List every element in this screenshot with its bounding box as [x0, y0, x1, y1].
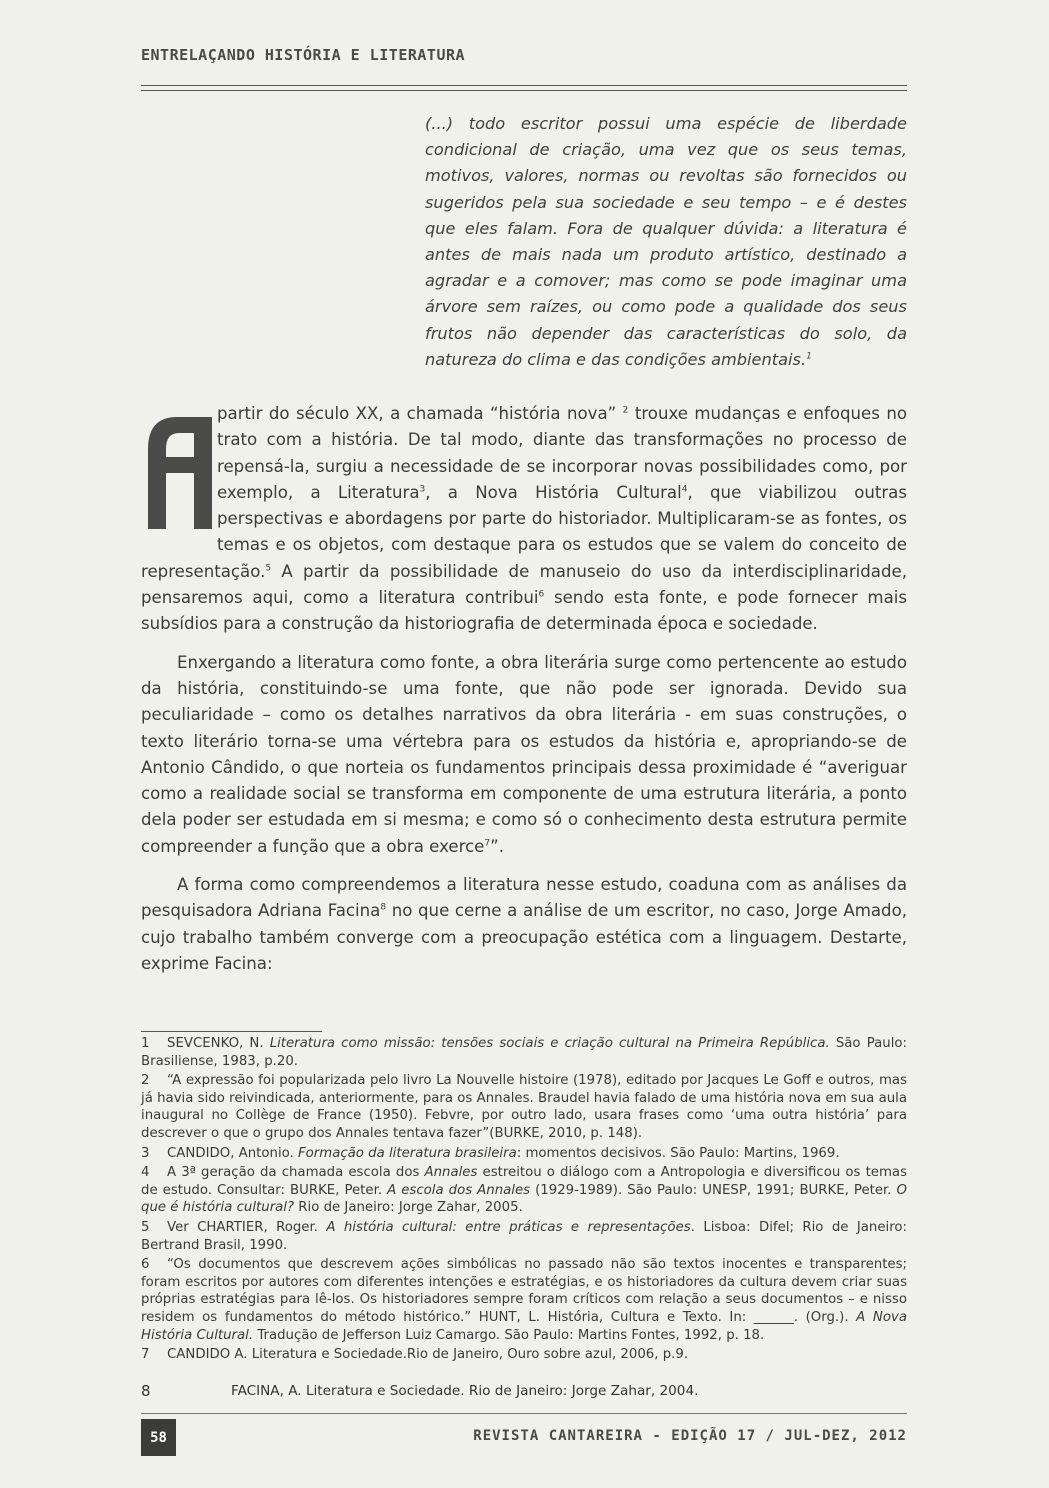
footnote-ref: 3	[419, 484, 426, 495]
header-rule	[141, 85, 907, 86]
footnote-number: 8	[141, 1382, 151, 1400]
footnote-number: 7	[141, 1347, 150, 1363]
text: Ver CHARTIER, Roger.	[167, 1219, 327, 1235]
text: ”.	[490, 836, 505, 856]
drop-cap	[141, 403, 217, 533]
page-number: 58	[141, 1419, 176, 1456]
text: Enxergando a literatura como fonte, a obra literária surge como pertencente ao estudo da história, constituindo-se uma fonte, que não pode ser ignorada. Devido sua peculiaridade – como os detalhes narrativos da obra literária - em suas construções, o texto literário torna-se uma vértebra para os estudos da história e, apropriando-se de Antonio Cândido, o que norteia os fundamentos principais dessa proximidade é “averiguar como a realidade social se transforma em componente de uma estrutura literária, a ponto dela poder ser estudada em si mesma; e como só o conhecimento desta estrutura permite compreender a função que a obra exerce	[141, 652, 907, 856]
text: A 3ª geração da chamada escola dos	[167, 1165, 425, 1181]
text: “A expressão foi popularizada pelo livro La Nouvelle histoire (1978), editado por Jacques Le Goff e outros, mas já havia sido reivindicada, anteriormente, para os Annales. Braudel havia falado de uma história nova em sua aula inaugural no Collège de France (1950). Febvre, por outro lado, usara frases como ‘uma outra história’ para descrever o que o grupo dos Annales tentava fazer”(BURKE, 2010, p. 148).	[141, 1073, 907, 1141]
text: FACINA, A. Literatura e Sociedade. Rio de Janeiro: Jorge Zahar, 2004.	[231, 1383, 699, 1399]
paragraph-3	[141, 872, 907, 977]
paragraph-2	[141, 650, 907, 860]
text: SEVCENKO, N.	[167, 1036, 270, 1051]
footnote-ref: 4	[681, 484, 688, 495]
footnote-4	[141, 1164, 907, 1217]
epigraph-quote	[425, 111, 907, 373]
text: trouxe mudanças e enfoques no trato com a história. De tal modo, diante das transformações no processo de repensá-la, surgiu a necessidade de se incorporar novas possibilidades como, por exemplo, a Literatura	[217, 404, 907, 502]
text-italic: O que é história cultural?	[141, 1182, 907, 1216]
footnote-1	[141, 1035, 907, 1070]
drop-cap-letter: A	[141, 403, 142, 404]
footnote-2	[141, 1072, 907, 1142]
footnote-number: 2	[141, 1073, 150, 1089]
footnote-ref: 1	[806, 351, 812, 362]
text-italic: A escola dos Annales	[387, 1182, 531, 1198]
footnote-5	[141, 1219, 907, 1254]
footnote-ref: 2	[622, 405, 629, 416]
footnote-7	[141, 1346, 907, 1364]
text-italic: A Nova História Cultural.	[141, 1309, 907, 1343]
text-italic: Formação da literatura brasileira	[298, 1145, 517, 1161]
text-italic: Annales	[424, 1165, 478, 1181]
footnote-number: 4	[141, 1165, 150, 1181]
text: , a Nova História Cultural	[425, 482, 682, 502]
text: sendo esta fonte, e pode fornecer mais subsídios para a construção da historiografia de determinada época e sociedade.	[141, 588, 907, 634]
paragraph-1	[141, 401, 907, 638]
epigraph-text: (...) todo escritor possui uma espécie de liberdade condicional de criação, uma vez que os seus temas, motivos, valores, normas ou revoltas são fornecidos ou sugeridos pela sua sociedade e seu tempo – e é destes que eles falam. Fora de qualquer dúvida: a literatura é antes de mais nada um produto artístico, destinado a agradar e a comover; mas como se pode imaginar uma árvore sem raízes, ou como pode a qualidade dos seus frutos não depender das características do solo, da natureza do clima e das condições ambientais.	[425, 114, 907, 369]
text: A partir da possibilidade de manuseio do uso da interdisciplinaridade, pensaremos aqui, como a literatura contribui	[141, 561, 907, 608]
text: Tradução de Jefferson Luiz Camargo. São Paulo: Martins Fontes, 1992, p. 18.	[253, 1327, 765, 1343]
header-rule-second	[141, 90, 907, 91]
footnote-8	[141, 1382, 699, 1400]
text: partir do século XX, a chamada “história nova”	[217, 404, 623, 423]
text: CANDIDO, Antonio.	[167, 1145, 298, 1161]
text: “Os documentos que descrevem ações simbólicas no passado não são textos inocentes e transparentes; foram escritos por autores com diferentes intenções e estratégias, e os historiadores da cultura devem criar suas próprias estratégias para lê-los. Os historiadores sempre foram críticos com relação a seus documentos – e nisso residem os fundamentos do método histórico.” HUNT, L. História, Cultura e Texto. In: ______. (Org.).	[141, 1257, 907, 1325]
running-header: ENTRELAÇANDO HISTÓRIA E LITERATURA	[141, 46, 466, 64]
text: . Lisboa: Difel; Rio de Janeiro: Bertrand Brasil, 1990.	[141, 1219, 908, 1253]
footnote-ref: 8	[380, 902, 387, 913]
footnote-number: 3	[141, 1145, 150, 1161]
footnote-ref: 5	[265, 563, 272, 574]
text: (1929-1989). São Paulo: UNESP, 1991; BURKE, Peter.	[530, 1182, 897, 1198]
article-body	[141, 401, 907, 989]
footnote-number: 6	[141, 1257, 150, 1273]
footnotes	[141, 1035, 907, 1366]
text: A forma como compreendemos a literatura nesse estudo, coaduna com as análises da pesquisadora Adriana Facina	[141, 875, 907, 921]
footnote-3	[141, 1145, 907, 1163]
text: São Paulo: Brasiliense, 1983, p.20.	[141, 1036, 907, 1069]
text: estreitou o diálogo com a Antropologia e diversificou os temas de estudo. Consultar: BURKE, Peter.	[141, 1165, 907, 1198]
footer-rule	[141, 1413, 907, 1414]
text: : momentos decisivos. São Paulo: Martins, 1969.	[516, 1145, 840, 1161]
text: CANDIDO A. Literatura e Sociedade.Rio de Janeiro, Ouro sobre azul, 2006, p.9.	[167, 1347, 689, 1363]
text: , que viabilizou outras perspectivas e abordagens por parte do historiador. Multiplicaram-se as fontes, os temas e os objetos, com destaque para os estudos que se valem do conceito de representação.	[141, 482, 908, 581]
text: Rio de Janeiro: Jorge Zahar, 2005.	[294, 1200, 523, 1216]
text: no que cerne a análise de um escritor, no caso, Jorge Amado, cujo trabalho também converge com a preocupação estética com a linguagem. Destarte, exprime Facina:	[141, 901, 908, 973]
footnote-6	[141, 1256, 907, 1344]
footnote-rule	[141, 1031, 322, 1032]
footnote-ref: 6	[538, 589, 545, 600]
footnote-number: 5	[141, 1219, 150, 1235]
footnote-number: 1	[141, 1036, 150, 1051]
footnote-ref: 7	[484, 838, 491, 849]
text-italic: A história cultural: entre práticas e representações	[326, 1219, 691, 1235]
text-italic: Literatura como missão: tensões sociais e criação cultural na Primeira República.	[269, 1036, 830, 1051]
journal-name: REVISTA CANTAREIRA - EDIÇÃO 17 / JUL-DEZ, 2012	[473, 1428, 907, 1444]
